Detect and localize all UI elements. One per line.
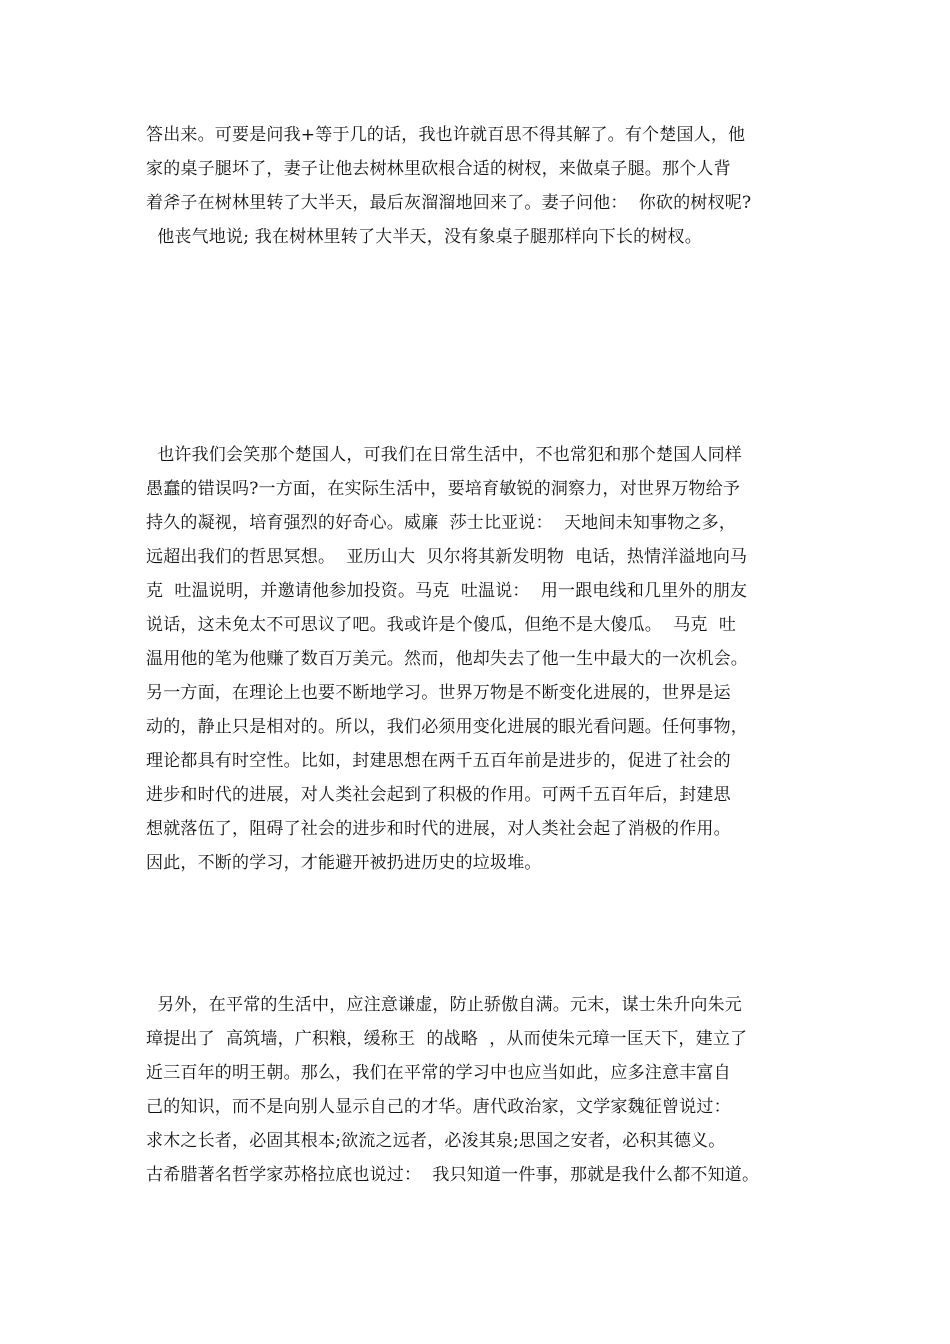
text-line: 说话，这未免太不可思议了吧。我或许是个傻瓜，但绝不是大傻瓜。 马克 吐 bbox=[146, 615, 737, 635]
text-line: 另一方面，在理论上也要不断地学习。世界万物是不断变化进展的，世界是运 bbox=[146, 683, 731, 703]
text-line: 动的，静止只是相对的。所以，我们必须用变化进展的眼光看问题。任何事物， bbox=[146, 717, 748, 737]
text-line: 己的知识，而不是向别人显示自己的才华。唐代政治家，文学家魏征曾说过： bbox=[146, 1097, 731, 1117]
text-line: 温用他的笔为他赚了数百万美元。然而，他却失去了他一生中最大的一次机会。 bbox=[146, 649, 748, 669]
text-line: 持久的凝视，培育强烈的好奇心。威廉 莎士比亚说： 天地间未知事物之多， bbox=[146, 513, 737, 533]
text-line: 着斧子在树林里转了大半天，最后灰溜溜地回来了。妻子问他： 你砍的树杈呢? bbox=[146, 193, 752, 213]
text-line: 想就落伍了，阻碍了社会的进步和时代的进展，对人类社会起了消极的作用。 bbox=[146, 819, 731, 839]
text-line: 克 吐温说明，并邀请他参加投资。马克 吐温说： 用一跟电线和几里外的朋友 bbox=[146, 581, 748, 601]
text-line: 远超出我们的哲思冥想。 亚历山大 贝尔将其新发明物 电话，热情洋溢地向马 bbox=[146, 547, 748, 567]
text-line: 进步和时代的进展，对人类社会起到了积极的作用。可两千五百年后，封建思 bbox=[146, 785, 731, 805]
text-line: 近三百年的明王朝。那么，我们在平常的学习中也应当如此，应多注意丰富自 bbox=[146, 1063, 731, 1083]
text-line: 愚蠢的错误吗?一方面，在实际生活中，要培育敏锐的洞察力，对世界万物给予 bbox=[146, 479, 741, 499]
text-line: 因此，不断的学习，才能避开被扔进历史的垃圾堆。 bbox=[146, 853, 542, 873]
text-line: 古希腊著名哲学家苏格拉底也说过： 我只知道一件事，那就是我什么都不知道。 bbox=[146, 1165, 760, 1185]
text-line: 求木之长者，必固其根本;欲流之远者，必浚其泉;思国之安者，必积其德义。 bbox=[146, 1131, 726, 1151]
text-line: 他丧气地说; 我在树林里转了大半天，没有象桌子腿那样向下长的树杈。 bbox=[146, 227, 702, 247]
paragraph-learning-observation bbox=[146, 438, 836, 880]
text-line: 另外，在平常的生活中，应注意谦虚，防止骄傲自满。元末，谋士朱升向朱元 bbox=[146, 995, 743, 1015]
text-line: 家的桌子腿坏了，妻子让他去树林里砍根合适的树杈，来做桌子腿。那个人背 bbox=[146, 159, 731, 179]
text-line: 璋提出了 高筑墙，广积粮，缓称王 的战略 ，从而使朱元璋一匡天下，建立了 bbox=[146, 1029, 748, 1049]
paragraph-chu-man-story bbox=[146, 118, 836, 254]
text-line: 答出来。可要是问我+等于几的话，我也许就百思不得其解了。有个楚国人，他 bbox=[146, 125, 746, 145]
text-line: 也许我们会笑那个楚国人，可我们在日常生活中，不也常犯和那个楚国人同样 bbox=[146, 445, 743, 465]
paragraph-modesty bbox=[146, 988, 836, 1192]
text-line: 理论都具有时空性。比如，封建思想在两千五百年前是进步的，促进了社会的 bbox=[146, 751, 731, 771]
